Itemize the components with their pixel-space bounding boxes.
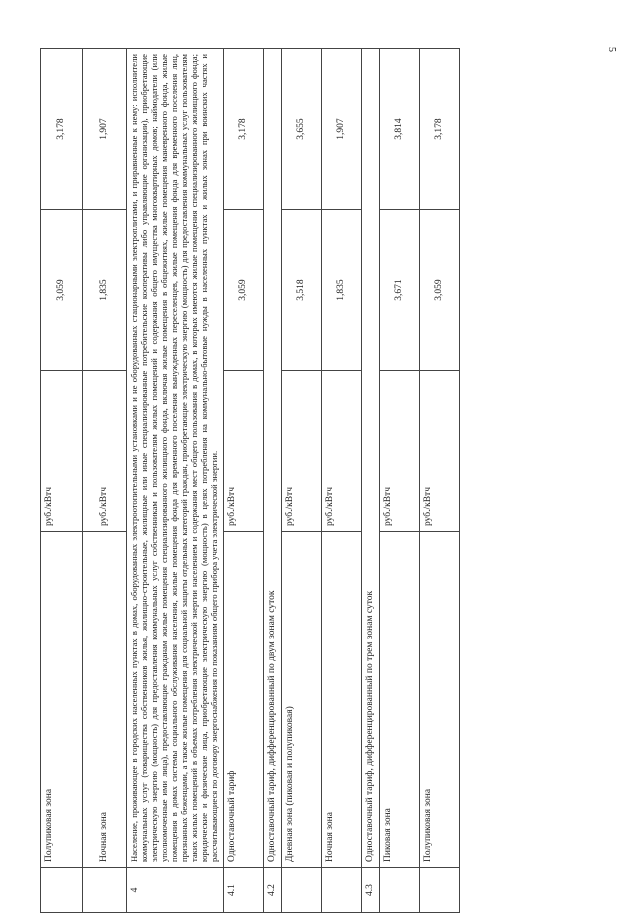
table-row bbox=[223, 49, 263, 913]
zone-name: Ночная зона bbox=[321, 532, 361, 868]
unit: руб./кВтч bbox=[281, 371, 321, 532]
value-period-2: 3,814 bbox=[379, 49, 419, 210]
unit: руб./кВтч bbox=[41, 371, 83, 532]
zone-name: Полупиковая зона bbox=[419, 532, 459, 868]
zone-name: Пиковая зона bbox=[379, 532, 419, 868]
unit: руб./кВтч bbox=[379, 371, 419, 532]
table-row bbox=[361, 49, 379, 913]
table-row bbox=[419, 49, 459, 913]
row-number bbox=[321, 868, 361, 913]
value-period-2: 3,178 bbox=[223, 49, 263, 210]
value-period-2: 1,907 bbox=[83, 49, 127, 210]
row-number: 4.2 bbox=[263, 868, 281, 913]
page-number: 5 bbox=[606, 47, 617, 52]
value-period-1: 3,671 bbox=[379, 210, 419, 371]
row-number bbox=[379, 868, 419, 913]
table-row bbox=[379, 49, 419, 913]
tariff-table-page bbox=[40, 48, 595, 913]
section-description: Население, проживающее в городских населенных пунктах в домах, оборудованных электроотопительными установками и не оборудованных стационарными электроплитами, и приравненные к нему: исполнители коммунальных услуг (товарищества собственников жилья, жилищно-строительные, жилищные или иные специализированные потребительские кооперативы либо управляющие организации), приобретающие электрическую энергию (мощность) для предоставления коммунальных услуг собственникам и пользователям жилых помещений и содержания общего имущества многоквартирных домов; наймодатели (или уполномоченные ими лица), предоставляющие гражданам жилые помещения специализированного жилищного фонда, включая жилые помещения в общежитиях, жилые помещения маневренного фонда, жилые помещения в домах системы социального обслуживания населения, жилые помещения фонда для временного поселения вынужденных переселенцев, жилые помещения фонда для временного поселения лиц, признанных беженцами, а также жилые помещения для социальной защиты отдельных категорий граждан, приобретающие электрическую энергию (мощность) для предоставления коммунальных услуг пользователям таких жилых помещений в объемах потребления электрической энергии населением и содержания мест общего пользования в домах, в которых имеются жилые помещения специализированного жилищного фонда; юридические и физические лица, приобретающие электрическую энергию (мощность) в целях потребления на коммунально-бытовые нужды в населенных пунктах и жилых зонах при воинских частях и рассчитывающиеся по договору энергоснабжения по показаниям общего прибора учета электрической энергии. bbox=[127, 49, 224, 868]
unit: руб./кВтч bbox=[83, 371, 127, 532]
row-number: 4.1 bbox=[223, 868, 263, 913]
unit: руб./кВтч bbox=[223, 371, 263, 532]
table-row bbox=[321, 49, 361, 913]
row-number bbox=[83, 868, 127, 913]
unit: руб./кВтч bbox=[321, 371, 361, 532]
table-row bbox=[127, 49, 224, 913]
value-period-1: 3,059 bbox=[41, 210, 83, 371]
value-period-1: 3,059 bbox=[419, 210, 459, 371]
zone-name: Дневная зона (пиковая и полупиковая) bbox=[281, 532, 321, 868]
zone-name: Ночная зона bbox=[83, 532, 127, 868]
row-number bbox=[419, 868, 459, 913]
value-period-1: 3,059 bbox=[223, 210, 263, 371]
unit: руб./кВтч bbox=[419, 371, 459, 532]
row-number bbox=[41, 868, 83, 913]
value-period-1: 1,835 bbox=[321, 210, 361, 371]
tariff-name: Одноставочный тариф bbox=[223, 532, 263, 868]
value-period-1: 3,518 bbox=[281, 210, 321, 371]
section-title: Одноставочный тариф, дифференцированный по двум зонам суток bbox=[263, 49, 281, 868]
row-number: 4 bbox=[127, 868, 224, 913]
table-row bbox=[281, 49, 321, 913]
value-period-1: 1,835 bbox=[83, 210, 127, 371]
table-row bbox=[83, 49, 127, 913]
section-title: Одноставочный тариф, дифференцированный по трем зонам суток bbox=[361, 49, 379, 868]
value-period-2: 1,907 bbox=[321, 49, 361, 210]
value-period-2: 3,655 bbox=[281, 49, 321, 210]
zone-name: Полупиковая зона bbox=[41, 532, 83, 868]
table-row bbox=[263, 49, 281, 913]
row-number bbox=[281, 868, 321, 913]
table-row bbox=[41, 49, 83, 913]
row-number: 4.3 bbox=[361, 868, 379, 913]
value-period-2: 3,178 bbox=[419, 49, 459, 210]
value-period-2: 3,178 bbox=[41, 49, 83, 210]
tariff-table bbox=[40, 48, 460, 913]
